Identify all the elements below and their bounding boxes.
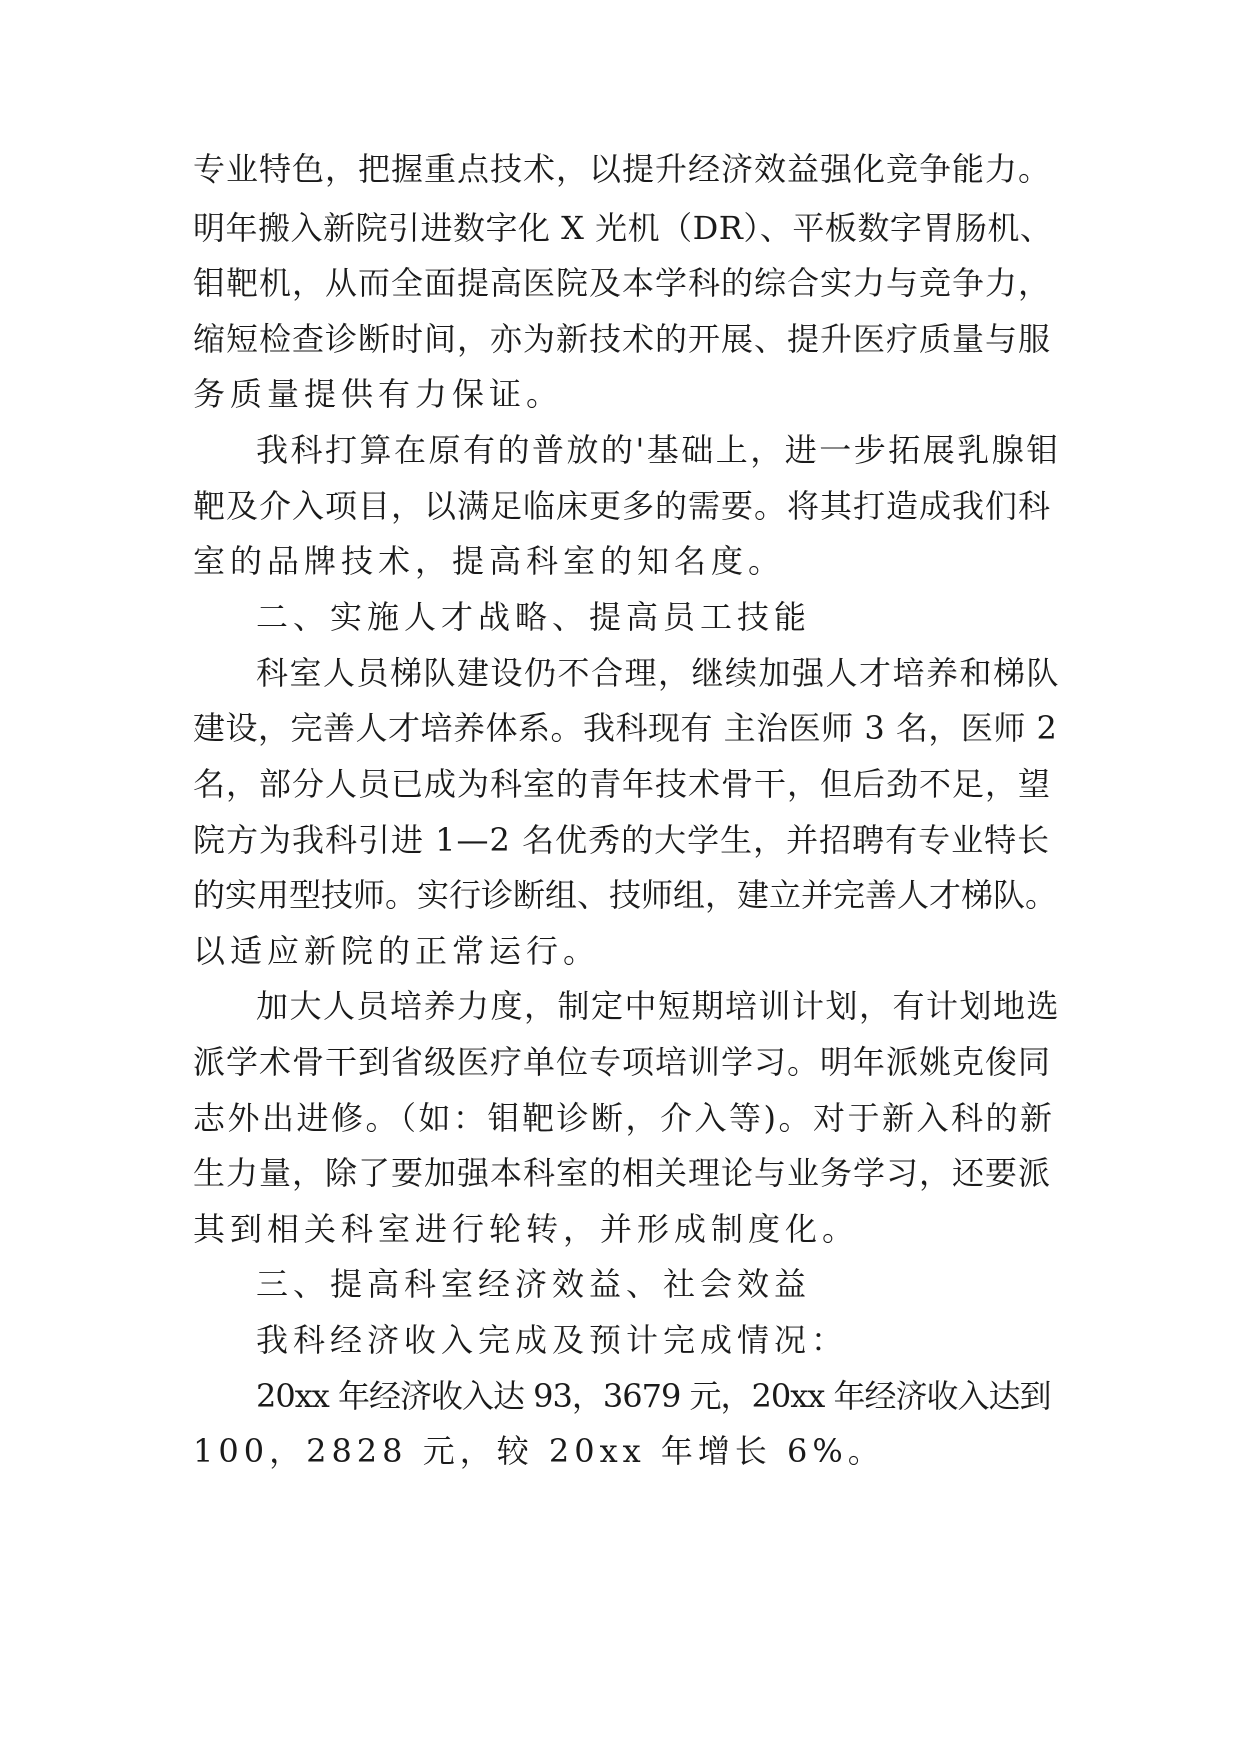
text-line: 院方为我科引进 1—2 名优秀的大学生，并招聘有专业特长 [193,821,1051,859]
text-line: 室的品牌技术，提高科室的知名度。 [193,542,786,580]
text-line: 我科经济收入完成及预计完成情况： [256,1321,849,1359]
text-line: 的实用型技师。实行诊断组、技师组，建立并完善人才梯队。 [193,876,1058,914]
text-line: 派学术骨干到省级医疗单位专项培训学习。明年派姚克俊同 [193,1043,1052,1081]
text-line: 建设，完善人才培养体系。我科现有 主治医师 3 名，医师 2 [193,709,1058,747]
text-line: 志外出进修。（如：钼靶诊断，介入等)。对于新入科的新 [193,1099,1055,1137]
section-heading: 二、实施人才战略、提高员工技能 [256,598,812,636]
text-line: 生力量，除了要加强本科室的相关理论与业务学习，还要派 [193,1154,1052,1192]
text-line: 我科打算在原有的普放的'基础上，进一步拓展乳腺钼 [256,431,1061,469]
section-heading: 三、提高科室经济效益、社会效益 [256,1265,812,1303]
text-line: 科室人员梯队建设仍不合理，继续加强人才培养和梯队 [256,654,1061,692]
text-line: 钼靶机，从而全面提高医院及本学科的综合实力与竞争力， [193,264,1052,302]
text-line: 靶及介入项目，以满足临床更多的需要。将其打造成我们科 [193,487,1052,525]
text-line: 务质量提供有力保证。 [193,375,564,413]
text-line: 专业特色，把握重点技术，以提升经济效益强化竞争能力。 [193,150,1052,188]
text-line: 以适应新院的正常运行。 [193,932,601,970]
text-line: 其到相关科室进行轮转，并形成制度化。 [193,1210,860,1248]
text-line: 明年搬入新院引进数字化 X 光机（DR）、平板数字胃肠机、 [193,209,1053,247]
text-line: 名，部分人员已成为科室的青年技术骨干，但后劲不足，望 [193,765,1052,803]
text-line: 缩短检查诊断时间，亦为新技术的开展、提升医疗质量与服 [193,320,1052,358]
text-line: 20xx 年经济收入达 93，3679 元，20xx 年经济收入达到 [256,1377,1051,1415]
text-line: 加大人员培养力度，制定中短期培训计划，有计划地选 [256,987,1061,1025]
text-line: 100，2828 元，较 20xx 年增长 6%。 [193,1432,885,1470]
